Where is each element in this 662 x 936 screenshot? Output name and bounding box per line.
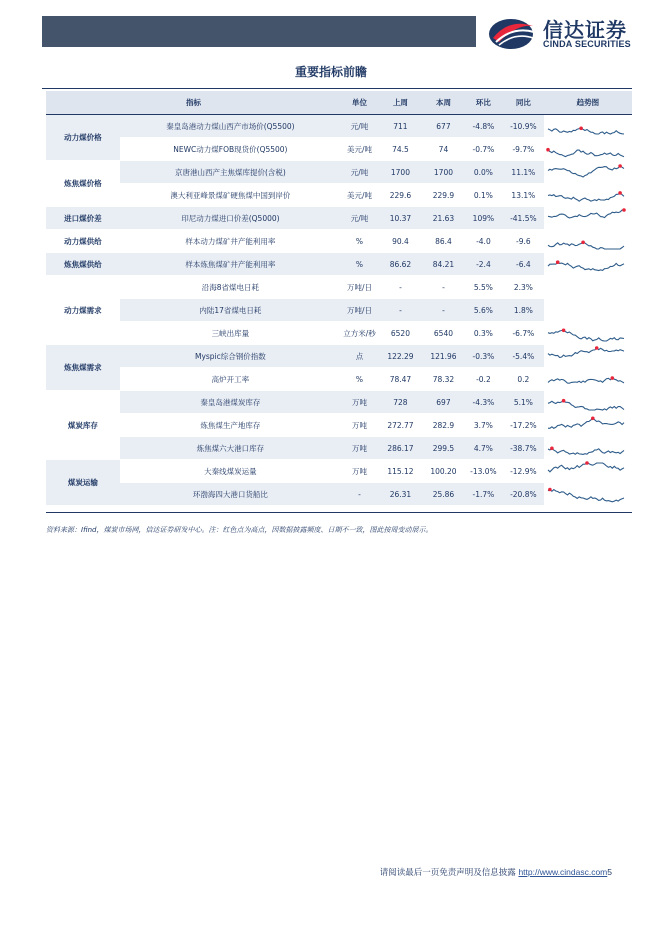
sparkline-high-point xyxy=(550,447,554,451)
category-cell: 动力煤需求 xyxy=(46,276,120,345)
yoy-cell: 5.1% xyxy=(503,391,544,414)
unit-cell: - xyxy=(341,483,378,506)
sparkline-path xyxy=(548,193,624,201)
sparkline-path xyxy=(548,242,624,249)
indicator-cell: 内陆17省煤电日耗 xyxy=(120,299,341,322)
trend-sparkline-icon xyxy=(546,391,626,413)
trend-cell xyxy=(544,276,632,299)
sparkline-high-point xyxy=(546,148,550,152)
trend-cell xyxy=(544,368,632,391)
mom-cell: -0.3% xyxy=(464,345,503,368)
table-header-row xyxy=(46,91,632,115)
trend-sparkline-icon xyxy=(546,207,626,229)
yoy-cell: 13.1% xyxy=(503,184,544,207)
sparkline-path xyxy=(548,348,624,358)
yoy-cell: -5.4% xyxy=(503,345,544,368)
sparkline-path xyxy=(548,448,624,454)
table-row xyxy=(46,207,632,230)
last-week-cell: 10.37 xyxy=(378,207,423,230)
unit-cell: 元/吨 xyxy=(341,115,378,138)
trend-cell xyxy=(544,207,632,230)
category-cell: 炼焦煤价格 xyxy=(46,161,120,207)
unit-cell: 元/吨 xyxy=(341,161,378,184)
trend-sparkline-icon xyxy=(546,345,626,367)
category-cell: 炼焦煤供给 xyxy=(46,253,120,276)
trend-sparkline-icon xyxy=(546,138,626,160)
sparkline-high-point xyxy=(622,208,626,212)
table-row xyxy=(46,253,632,276)
source-note: 资料来源：Ifind，煤炭市场网，信达证券研发中心。注：红色点为高点，因数据披露频度、日期不一致，图此按周变动展示。 xyxy=(46,526,433,534)
trend-sparkline-icon xyxy=(546,184,626,206)
mom-cell: -0.7% xyxy=(464,138,503,161)
table-bottom-rule xyxy=(46,512,632,513)
indicator-cell: 炼焦煤六大港口库存 xyxy=(120,437,341,460)
sparkline-path xyxy=(548,490,624,502)
last-week-cell: 6520 xyxy=(378,322,423,345)
indicator-table xyxy=(46,91,632,506)
cinda-logo-mark-icon xyxy=(487,14,539,52)
table-body xyxy=(46,115,632,506)
unit-cell: 美元/吨 xyxy=(341,138,378,161)
indicator-cell: 样本炼焦煤矿井产能利用率 xyxy=(120,253,341,276)
this-week-cell: 78.32 xyxy=(423,368,464,391)
sparkline-path xyxy=(548,210,624,218)
this-week-cell: 6540 xyxy=(423,322,464,345)
sparkline-high-point xyxy=(591,417,595,421)
mom-cell: 0.1% xyxy=(464,184,503,207)
trend-cell xyxy=(544,230,632,253)
indicator-cell: 环渤海四大港口货船比 xyxy=(120,483,341,506)
this-week-cell: 100.20 xyxy=(423,460,464,483)
trend-sparkline-icon xyxy=(546,161,626,183)
mom-cell: -4.8% xyxy=(464,115,503,138)
mom-cell: 5.5% xyxy=(464,276,503,299)
trend-cell xyxy=(544,184,632,207)
indicator-cell: 样本动力煤矿井产能利用率 xyxy=(120,230,341,253)
table-row xyxy=(46,460,632,483)
yoy-cell: -6.7% xyxy=(503,322,544,345)
logo-cn-text: 信达证券 xyxy=(543,18,627,42)
indicator-cell: NEWC动力煤FOB现货价(Q5500) xyxy=(120,138,341,161)
yoy-cell: 11.1% xyxy=(503,161,544,184)
footer-url-link[interactable]: http://www.cindasc.com xyxy=(518,867,608,877)
trend-cell xyxy=(544,460,632,483)
category-cell: 动力煤供给 xyxy=(46,230,120,253)
unit-cell: % xyxy=(341,368,378,391)
this-week-cell: 229.9 xyxy=(423,184,464,207)
title-rule xyxy=(42,88,632,89)
col-header-yoy: 同比 xyxy=(503,91,544,115)
yoy-cell: 1.8% xyxy=(503,299,544,322)
last-week-cell: - xyxy=(378,276,423,299)
this-week-cell: 21.63 xyxy=(423,207,464,230)
section-title: 重要指标前瞻 xyxy=(294,65,367,79)
this-week-cell: 74 xyxy=(423,138,464,161)
trend-sparkline-icon xyxy=(546,322,626,344)
mom-cell: -0.2 xyxy=(464,368,503,391)
col-header-indicator: 指标 xyxy=(46,91,341,115)
last-week-cell: 86.62 xyxy=(378,253,423,276)
trend-cell xyxy=(544,161,632,184)
sparkline-high-point xyxy=(618,191,622,195)
indicator-cell: 印尼动力煤进口价差(Q5000) xyxy=(120,207,341,230)
this-week-cell: 282.9 xyxy=(423,414,464,437)
trend-sparkline-icon xyxy=(546,115,626,137)
trend-cell xyxy=(544,299,632,322)
last-week-cell: 272.77 xyxy=(378,414,423,437)
mom-cell: 4.7% xyxy=(464,437,503,460)
trend-cell xyxy=(544,483,632,506)
indicator-cell: 秦皇岛港动力煤山西产市场价(Q5500) xyxy=(120,115,341,138)
trend-cell xyxy=(544,437,632,460)
indicator-cell: 澳大利亚峰景煤矿硬焦煤中国到岸价 xyxy=(120,184,341,207)
table-row xyxy=(46,138,632,161)
table-row xyxy=(46,437,632,460)
this-week-cell: 25.86 xyxy=(423,483,464,506)
table-row xyxy=(46,345,632,368)
table-row xyxy=(46,414,632,437)
indicator-cell: 三峡出库量 xyxy=(120,322,341,345)
last-week-cell: 286.17 xyxy=(378,437,423,460)
table-row xyxy=(46,230,632,253)
cinda-logo xyxy=(487,12,647,52)
mom-cell: 0.3% xyxy=(464,322,503,345)
unit-cell: % xyxy=(341,230,378,253)
unit-cell: 万吨/日 xyxy=(341,276,378,299)
page-number: 5 xyxy=(607,867,612,877)
col-header-unit: 单位 xyxy=(341,91,378,115)
table-row xyxy=(46,483,632,506)
mom-cell: 3.7% xyxy=(464,414,503,437)
mom-cell: -1.7% xyxy=(464,483,503,506)
indicator-cell: 沿海8省煤电日耗 xyxy=(120,276,341,299)
sparkline-path xyxy=(548,166,624,177)
sparkline-path xyxy=(548,418,624,428)
sparkline-high-point xyxy=(610,376,614,380)
table-row xyxy=(46,276,632,299)
col-header-last-week: 上周 xyxy=(378,91,423,115)
mom-cell: -2.4 xyxy=(464,253,503,276)
sparkline-path xyxy=(548,401,624,410)
unit-cell: 万吨/日 xyxy=(341,299,378,322)
col-header-trend: 趋势图 xyxy=(544,91,632,115)
unit-cell: 万吨 xyxy=(341,391,378,414)
trend-cell xyxy=(544,253,632,276)
page-footer xyxy=(380,866,612,878)
this-week-cell: 84.21 xyxy=(423,253,464,276)
yoy-cell: -9.6 xyxy=(503,230,544,253)
trend-sparkline-icon xyxy=(546,414,626,436)
trend-cell xyxy=(544,138,632,161)
mom-cell: -4.0 xyxy=(464,230,503,253)
last-week-cell: 711 xyxy=(378,115,423,138)
this-week-cell: 299.5 xyxy=(423,437,464,460)
unit-cell: 立方米/秒 xyxy=(341,322,378,345)
sparkline-high-point xyxy=(585,461,589,465)
unit-cell: 点 xyxy=(341,345,378,368)
indicator-cell: 大秦线煤炭运量 xyxy=(120,460,341,483)
trend-sparkline-icon xyxy=(546,368,626,390)
trend-sparkline-icon xyxy=(546,483,626,505)
this-week-cell: 677 xyxy=(423,115,464,138)
category-cell: 进口煤价差 xyxy=(46,207,120,230)
last-week-cell: 122.29 xyxy=(378,345,423,368)
this-week-cell: 86.4 xyxy=(423,230,464,253)
indicator-cell: 秦皇岛港煤炭库存 xyxy=(120,391,341,414)
sparkline-high-point xyxy=(618,164,622,168)
last-week-cell: 728 xyxy=(378,391,423,414)
mom-cell: -13.0% xyxy=(464,460,503,483)
this-week-cell: 1700 xyxy=(423,161,464,184)
table-row xyxy=(46,391,632,414)
last-week-cell: 78.47 xyxy=(378,368,423,391)
yoy-cell: -20.8% xyxy=(503,483,544,506)
mom-cell: -4.3% xyxy=(464,391,503,414)
yoy-cell: -17.2% xyxy=(503,414,544,437)
table-row xyxy=(46,115,632,138)
sparkline-path xyxy=(548,262,624,270)
sparkline-path xyxy=(548,330,624,341)
trend-cell xyxy=(544,414,632,437)
this-week-cell: - xyxy=(423,276,464,299)
table-row xyxy=(46,322,632,345)
sparkline-high-point xyxy=(562,399,566,403)
sparkline-high-point xyxy=(579,127,583,131)
sparkline-path xyxy=(548,150,624,157)
trend-cell xyxy=(544,322,632,345)
col-header-this-week: 本周 xyxy=(423,91,464,115)
trend-sparkline-icon xyxy=(546,230,626,252)
trend-cell xyxy=(544,345,632,368)
yoy-cell: 2.3% xyxy=(503,276,544,299)
logo-en-text: CINDA SECURITIES xyxy=(543,39,631,49)
unit-cell: 万吨 xyxy=(341,437,378,460)
table-row xyxy=(46,184,632,207)
header-band xyxy=(42,16,476,47)
unit-cell: 元/吨 xyxy=(341,207,378,230)
mom-cell: 109% xyxy=(464,207,503,230)
this-week-cell: - xyxy=(423,299,464,322)
last-week-cell: 229.6 xyxy=(378,184,423,207)
yoy-cell: -9.7% xyxy=(503,138,544,161)
trend-sparkline-icon xyxy=(546,437,626,459)
yoy-cell: -12.9% xyxy=(503,460,544,483)
yoy-cell: -41.5% xyxy=(503,207,544,230)
last-week-cell: 90.4 xyxy=(378,230,423,253)
unit-cell: 万吨 xyxy=(341,460,378,483)
indicator-cell: Myspic综合钢价指数 xyxy=(120,345,341,368)
category-cell: 炼焦煤需求 xyxy=(46,345,120,391)
trend-cell xyxy=(544,391,632,414)
col-header-mom: 环比 xyxy=(464,91,503,115)
footer-disclaimer: 请阅读最后一页免责声明及信息披露 xyxy=(379,868,516,878)
sparkline-high-point xyxy=(562,329,566,333)
mom-cell: 0.0% xyxy=(464,161,503,184)
sparkline-high-point xyxy=(581,241,585,245)
yoy-cell: 0.2 xyxy=(503,368,544,391)
category-cell: 煤炭库存 xyxy=(46,391,120,460)
sparkline-path xyxy=(548,128,624,134)
indicator-cell: 炼焦煤生产地库存 xyxy=(120,414,341,437)
trend-sparkline-icon xyxy=(546,253,626,275)
yoy-cell: -38.7% xyxy=(503,437,544,460)
category-cell: 动力煤价格 xyxy=(46,115,120,161)
table-row xyxy=(46,299,632,322)
trend-sparkline-icon xyxy=(546,460,626,482)
sparkline-high-point xyxy=(548,488,552,492)
unit-cell: 万吨 xyxy=(341,414,378,437)
indicator-cell: 京唐港山西产主焦煤库提价(含税) xyxy=(120,161,341,184)
last-week-cell: 74.5 xyxy=(378,138,423,161)
last-week-cell: 26.31 xyxy=(378,483,423,506)
sparkline-high-point xyxy=(595,346,599,350)
sparkline-high-point xyxy=(556,260,560,264)
this-week-cell: 697 xyxy=(423,391,464,414)
yoy-cell: -6.4 xyxy=(503,253,544,276)
trend-cell xyxy=(544,115,632,138)
unit-cell: % xyxy=(341,253,378,276)
last-week-cell: - xyxy=(378,299,423,322)
yoy-cell: -10.9% xyxy=(503,115,544,138)
category-cell: 煤炭运输 xyxy=(46,460,120,506)
table-row xyxy=(46,161,632,184)
mom-cell: 5.6% xyxy=(464,299,503,322)
indicator-cell: 高炉开工率 xyxy=(120,368,341,391)
last-week-cell: 1700 xyxy=(378,161,423,184)
unit-cell: 美元/吨 xyxy=(341,184,378,207)
this-week-cell: 121.96 xyxy=(423,345,464,368)
table-row xyxy=(46,368,632,391)
last-week-cell: 115.12 xyxy=(378,460,423,483)
